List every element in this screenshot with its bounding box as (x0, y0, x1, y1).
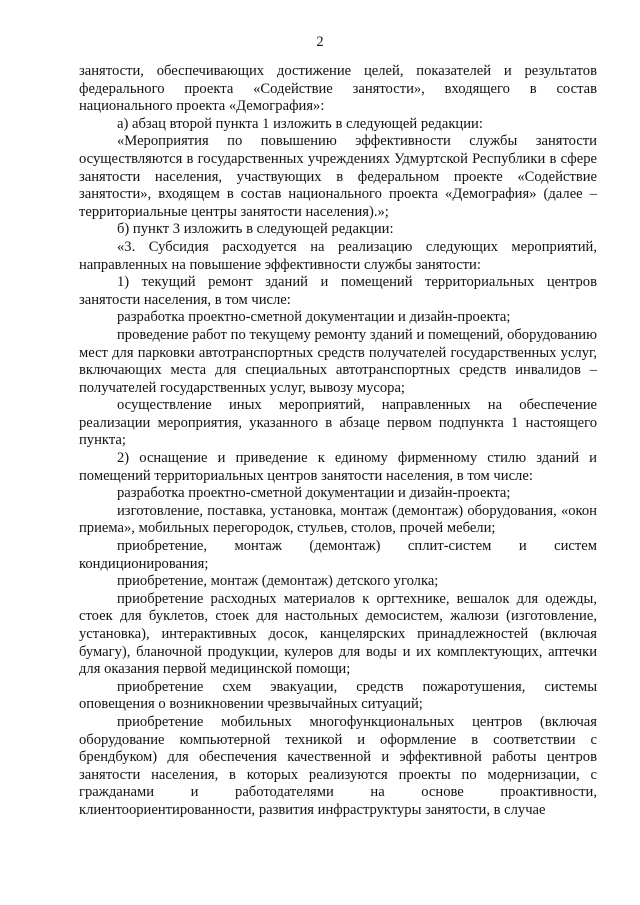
paragraph: приобретение мобильных многофункциональных центров (включая оборудование компьютерной техникой и оформление в соответствии с брендбуком) для обеспечения качественной и эффективной работы центров занятости населения, в которых реализуются проекты по модернизации, с гражданами и работодателями на основе проактивности, клиентоориентированности, развития инфраструктуры занятости, в случае (79, 713, 597, 818)
paragraph: а) абзац второй пункта 1 изложить в следующей редакции: (117, 115, 483, 132)
paragraph: б) пункт 3 изложить в следующей редакции: (117, 221, 394, 238)
paragraph: осуществление иных мероприятий, направленных на обеспечение реализации мероприятия, указанного в абзаце первом подпункта 1 настоящего пункта; (79, 397, 597, 449)
document-body (79, 63, 597, 820)
paragraph: приобретение схем эвакуации, средств пожаротушения, системы оповещения о возникновении чрезвычайных ситуаций; (79, 678, 597, 713)
paragraph: проведение работ по текущему ремонту зданий и помещений, оборудованию мест для парковки автотранспортных средств получателей государственных услуг, включающих места для специальных автотранспортных средств инвалидов – получателей государственных услуг, вывозу мусора; (79, 326, 597, 396)
paragraph: 1) текущий ремонт зданий и помещений территориальных центров занятости населения, в том числе: (79, 274, 597, 308)
paragraph: приобретение расходных материалов к оргтехнике, вешалок для одежды, стоек для буклетов, стоек для настольных демосистем, жалюзи (изготовление, установка), интерактивных досок, канцелярских принадлежностей (включая бумагу), бланочной продукции, кулеров для воды и их комплектующих, аптечки для оказания первой медицинской помощи; (79, 590, 597, 678)
paragraph: «Мероприятия по повышению эффективности службы занятости осуществляются в государственных учреждениях Удмуртской Республики в сфере занятости населения, участвующих в федеральном проекте «Содействие занятости», входящем в состав национального проекта «Демография» (далее – территориальные центры занятости населения).»; (79, 133, 597, 220)
paragraph: 2) оснащение и приведение к единому фирменному стилю зданий и помещений территориальных центров занятости населения, в том числе: (79, 450, 597, 484)
paragraph: «3. Субсидия расходуется на реализацию следующих мероприятий, направленных на повышение эффективности службы занятости: (79, 238, 597, 273)
paragraph: разработка проектно-сметной документации и дизайн-проекта; (117, 309, 511, 326)
paragraph: разработка проектно-сметной документации и дизайн-проекта; (117, 485, 511, 502)
paragraph: приобретение, монтаж (демонтаж) детского уголка; (117, 573, 439, 590)
paragraph: изготовление, поставка, установка, монтаж (демонтаж) оборудования, «окон приема», мобильных перегородок, стульев, столов, прочей мебели; (79, 502, 597, 537)
page-number: 2 (316, 34, 324, 50)
paragraph: занятости, обеспечивающих достижение целей, показателей и результатов федерального проекта «Содействие занятости», входящего в состав национального проекта «Демография»: (79, 63, 597, 115)
paragraph: приобретение, монтаж (демонтаж) сплит-систем и систем кондиционирования; (79, 538, 597, 572)
